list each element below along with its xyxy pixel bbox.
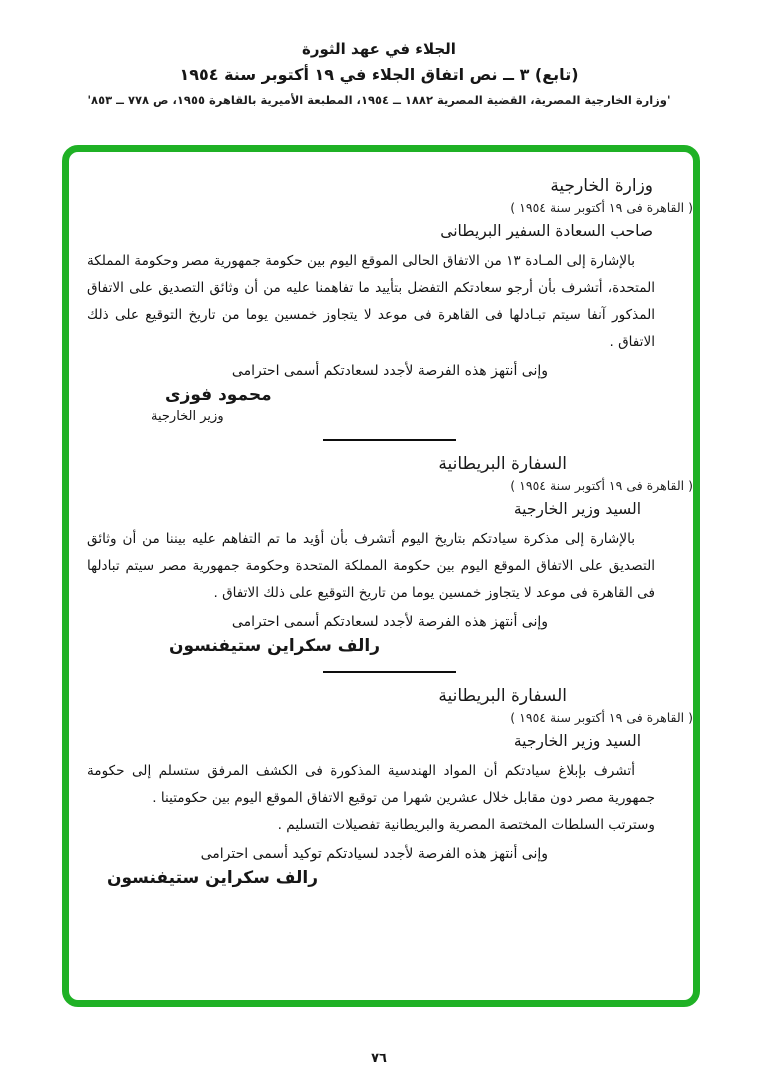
signature-title: وزير الخارجية — [151, 409, 224, 424]
letter-closing: وإنى أنتهز هذه الفرصة لأجدد لسيادتكم توكيد أسمى احترامى — [200, 846, 548, 862]
letter-heading: وزارة الخارجية — [550, 176, 653, 196]
letter-body: بالإشارة إلى المـادة ١٣ من الاتفاق الحالى الموقع اليوم بين حكومة جمهورية مصر وحكومة المملكة المتحدة، أتشرف بأن أرجو سعادتكم التفضل بتأييد ما تفاهمنا عليه من أن وثائق التصديق على الاتفاق المذكور آنفا سيتم تبـادلها فى القاهرة فى موعد لا يتجاوز خمسين يوما من تاريخ التوقيع على ذلك الاتفاق . — [87, 253, 655, 350]
letter-embassy-2 — [69, 686, 693, 888]
source-citation: 'وزارة الخارجية المصرية، القضية المصرية ١٨٨٢ ــ ١٩٥٤، المطبعة الأميرية بالقاهرة ١٩٥٥، ص ٧٧٨ ــ ٨٥٣' — [87, 93, 671, 107]
letter-salutation: السيد وزير الخارجية — [513, 500, 641, 518]
letter-closing: وإنى أنتهز هذه الفرصة لأجدد لسعادتكم أسمى احترامى — [231, 363, 548, 379]
letter-body: أتشرف بإبلاغ سيادتكم أن المواد الهندسية المذكورة فى الكشف المرفق ستسلم إلى حكومة جمهورية مصر دون مقابل خلال عشرين شهرا من توقيع الاتفاق الموقع اليوم بين حكومتينا . — [87, 763, 655, 806]
letter-body: بالإشارة إلى مذكرة سيادتكم بتاريخ اليوم أتشرف بأن أؤيد ما تم التفاهم عليه بيننا من أن وثائق التصديق على الاتفاق الموقع اليوم بين حكومة المملكة المتحدة وحكومة جمهورية مصر سيتم تبادلها فى القاهرة فى موعد لا يتجاوز خمسين يوما من تاريخ التوقيع على ذلك الاتفاق . — [87, 531, 655, 601]
signature-name: رالف سكراين ستيفنسون — [107, 868, 319, 888]
letter-embassy-1 — [69, 454, 693, 656]
letter-body-second-paragraph: وسترتب السلطات المختصة المصرية والبريطانية تفصيلات التسليم . — [277, 817, 655, 833]
letter-date-line: ( القاهرة فى ١٩ أكتوبر سنة ١٩٥٤ ) — [510, 478, 693, 493]
letter-salutation: صاحب السعادة السفير البريطانى — [440, 222, 653, 240]
page-header — [0, 40, 758, 107]
letter-closing: وإنى أنتهز هذه الفرصة لأجدد لسعادتكم أسمى احترامى — [231, 614, 548, 630]
annotation-highlight-box — [62, 145, 700, 1007]
letter-date-line: ( القاهرة فى ١٩ أكتوبر سنة ١٩٥٤ ) — [510, 710, 693, 725]
book-title: الجلاء في عهد الثورة — [302, 40, 456, 58]
signature-name: محمود فوزى — [165, 385, 272, 405]
chapter-subtitle: (تابع) ٣ ــ نص اتفاق الجلاء في ١٩ أكتوبر سنة ١٩٥٤ — [179, 65, 579, 84]
letter-heading: السفارة البريطانية — [438, 686, 567, 706]
page-number: ٧٦ — [371, 1051, 387, 1066]
letter-heading: السفارة البريطانية — [438, 454, 567, 474]
letter-date-line: ( القاهرة فى ١٩ أكتوبر سنة ١٩٥٤ ) — [510, 200, 693, 215]
letter-ministry — [69, 176, 693, 424]
signature-name: رالف سكراين ستيفنسون — [169, 636, 381, 656]
section-divider — [323, 439, 456, 441]
section-divider — [323, 671, 456, 673]
letter-salutation: السيد وزير الخارجية — [513, 732, 641, 750]
